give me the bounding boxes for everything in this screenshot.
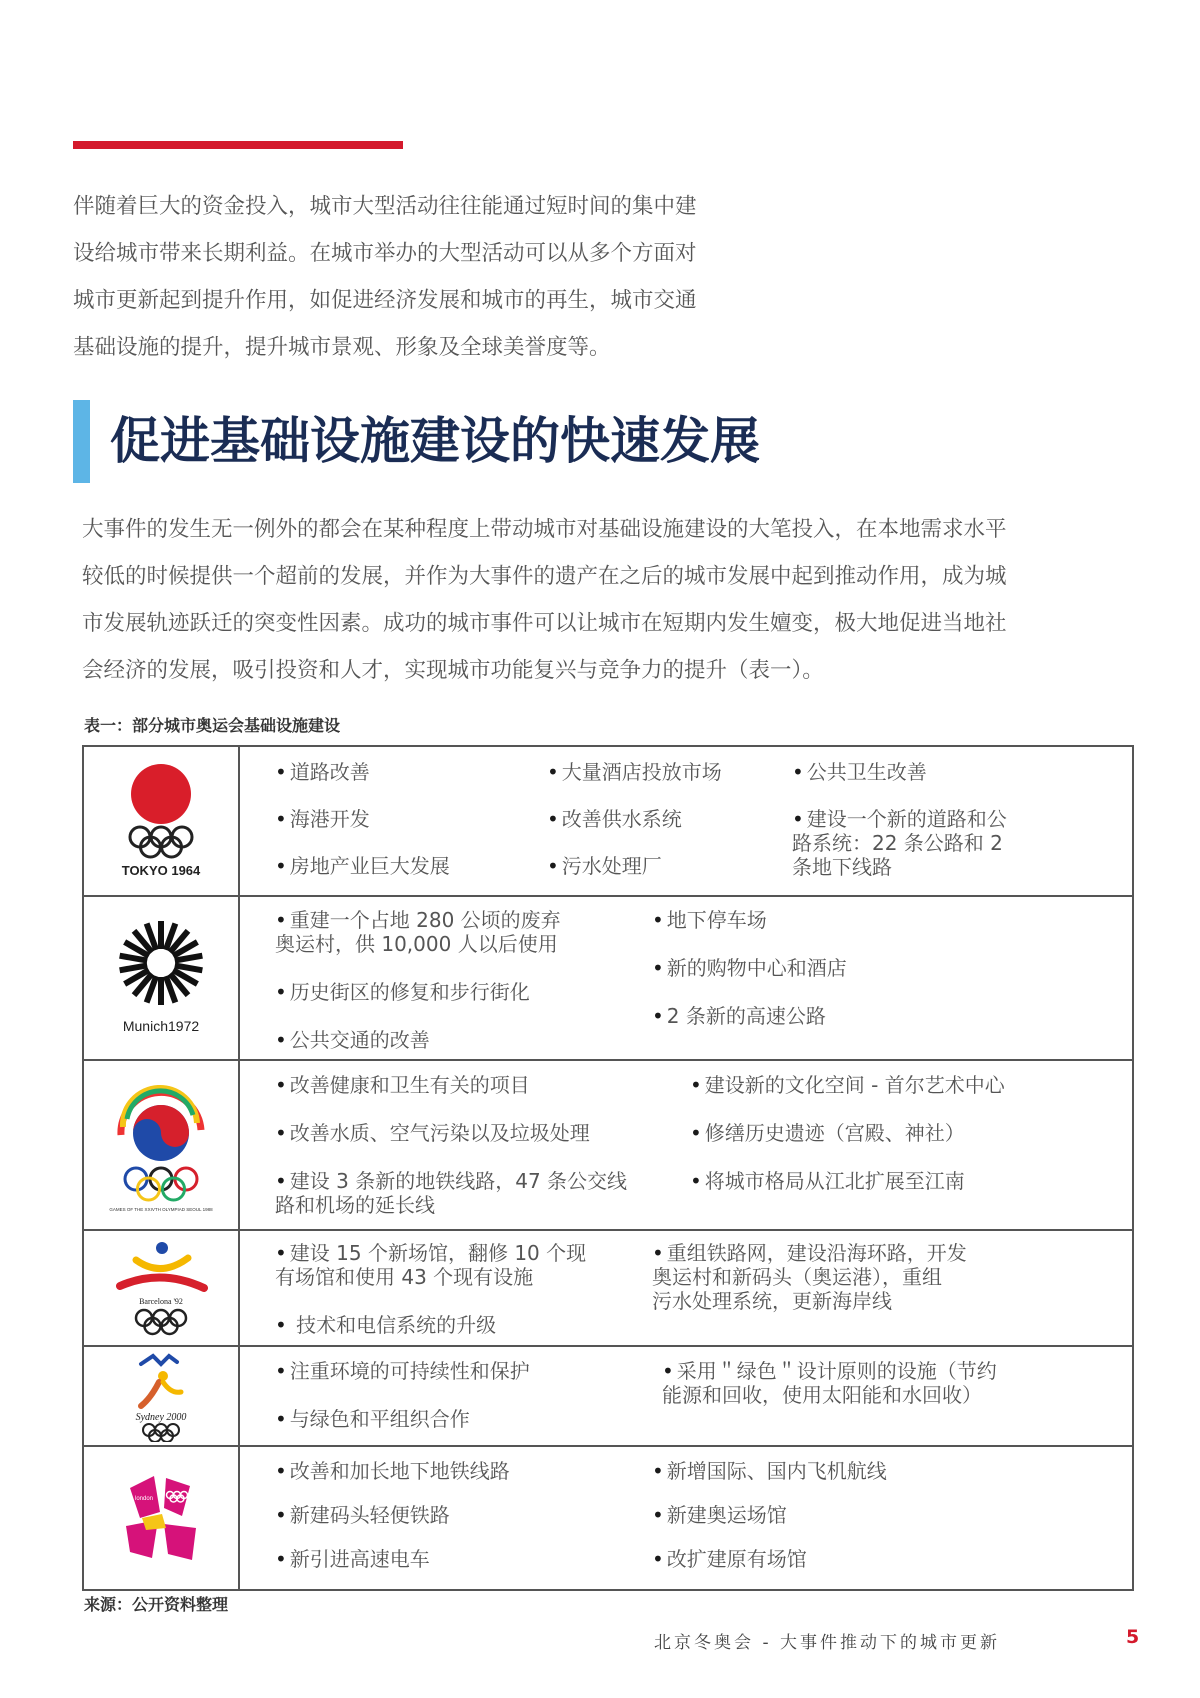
section-heading: 促进基础设施建设的快速发展 — [110, 412, 760, 470]
intro-paragraph — [73, 183, 793, 371]
list-item: • 注重环境的可持续性和保护 — [275, 1359, 530, 1383]
london-items — [240, 1447, 1132, 1589]
list-item: • 采用＂绿色＂设计原则的设施（节约 能源和回收，使用太阳能和水回收） — [662, 1359, 997, 1407]
list-item: • 与绿色和平组织合作 — [275, 1407, 470, 1431]
list-item: • 新引进高速电车 — [275, 1547, 430, 1571]
sydney-2000-logo — [84, 1347, 240, 1445]
list-item: • 改扩建原有场馆 — [652, 1547, 807, 1571]
tokyo-logo-text: TOKYO 1964 — [121, 863, 201, 878]
list-item: • 大量酒店投放市场 — [547, 760, 722, 784]
seoul-1988-logo-icon — [101, 1075, 221, 1215]
table-row-barcelona — [84, 1231, 1132, 1347]
munich-1972-logo — [84, 897, 240, 1059]
list-item: • 改善供水系统 — [547, 807, 682, 831]
list-item: • 房地产业巨大发展 — [275, 854, 450, 878]
list-item: • 建设 3 条新的地铁线路，47 条公交线 路和机场的延长线 — [275, 1169, 628, 1217]
list-item: • 建设新的文化空间 - 首尔艺术中心 — [690, 1073, 1005, 1097]
body-line: 较低的时候提供一个超前的发展，并作为大事件的遗产在之后的城市发展中起到推动作用，成为城 — [82, 564, 1007, 589]
page-number: 5 — [1126, 1626, 1140, 1648]
list-item: • 2 条新的高速公路 — [652, 1004, 826, 1028]
heading-accent-bar — [73, 400, 90, 483]
munich-1972-logo-icon — [101, 913, 221, 1043]
body-paragraph — [82, 506, 1142, 694]
tokyo-1964-logo — [84, 747, 240, 895]
list-item: • 建设 15 个新场馆，翻修 10 个现 有场馆和使用 43 个现有设施 — [275, 1241, 587, 1289]
list-item: • 历史街区的修复和步行街化 — [275, 980, 530, 1004]
list-item: • 将城市格局从江北扩展至江南 — [690, 1169, 965, 1193]
table-row-sydney — [84, 1347, 1132, 1447]
london-logo-text: london — [134, 1496, 154, 1502]
sydney-logo-text: Sydney 2000 — [135, 1412, 187, 1423]
table-caption: 表一：部分城市奥运会基础设施建设 — [84, 716, 341, 735]
list-item: • 重组铁路网，建设沿海环路，开发 奥运村和新码头（奥运港），重组 污水处理系统，更新海岸线 — [652, 1241, 967, 1313]
table-row-tokyo — [84, 747, 1132, 897]
list-item: • 公共交通的改善 — [275, 1028, 430, 1052]
seoul-items — [240, 1061, 1132, 1229]
body-line: 大事件的发生无一例外的都会在某种程度上带动城市对基础设施建设的大笔投入，在本地需求水平 — [82, 517, 1007, 542]
list-item: • 新增国际、国内飞机航线 — [652, 1459, 887, 1483]
sydney-items — [240, 1347, 1132, 1445]
barcelona-items — [240, 1231, 1132, 1345]
table-row-munich — [84, 897, 1132, 1061]
body-line: 会经济的发展，吸引投资和人才，实现城市功能复兴与竞争力的提升（表一）。 — [82, 658, 824, 683]
sydney-2000-logo-icon — [111, 1350, 211, 1442]
list-item: • 公共卫生改善 — [792, 760, 927, 784]
munich-items — [240, 897, 1132, 1059]
london-2012-logo-icon — [116, 1468, 206, 1568]
list-item: • 污水处理厂 — [547, 854, 662, 878]
tokyo-1964-logo-icon — [106, 761, 216, 881]
tokyo-items — [240, 747, 1132, 895]
list-item: • 改善水质、空气污染以及垃圾处理 — [275, 1121, 590, 1145]
list-item: • 新的购物中心和酒店 — [652, 956, 847, 980]
list-item: • 改善和加长地下地铁线路 — [275, 1459, 510, 1483]
barcelona-1992-logo-icon — [106, 1238, 216, 1338]
intro-line: 设给城市带来长期利益。在城市举办的大型活动可以从多个方面对 — [73, 241, 697, 266]
munich-logo-text: Munich1972 — [122, 1018, 200, 1034]
intro-line: 伴随着巨大的资金投入，城市大型活动往往能通过短时间的集中建 — [73, 194, 697, 219]
intro-line: 城市更新起到提升作用，如促进经济发展和城市的再生，城市交通 — [73, 288, 697, 313]
list-item: • 海港开发 — [275, 807, 370, 831]
body-line: 市发展轨迹跃迁的突变性因素。成功的城市事件可以让城市在短期内发生嬗变，极大地促进当地社 — [82, 611, 1007, 636]
page-footer-title: 北京冬奥会 - 大事件推动下的城市更新 — [654, 1633, 1000, 1653]
barcelona-logo-text: Barcelona '92 — [139, 1297, 183, 1306]
list-item: • 新建码头轻便铁路 — [275, 1503, 450, 1527]
list-item: • 新建奥运场馆 — [652, 1503, 787, 1527]
list-item: • 改善健康和卫生有关的项目 — [275, 1073, 530, 1097]
barcelona-1992-logo — [84, 1231, 240, 1345]
table-row-london — [84, 1447, 1132, 1589]
list-item: • 地下停车场 — [652, 908, 767, 932]
table-source: 来源：公开资料整理 — [84, 1595, 229, 1614]
table-row-seoul — [84, 1061, 1132, 1231]
seoul-logo-text: GAMES OF THE XXIVTH OLYMPIAD SEOUL 1988 — [109, 1207, 213, 1212]
list-item: • 修缮历史遗迹（宫殿、神社） — [690, 1121, 965, 1145]
olympic-infrastructure-table — [82, 745, 1134, 1591]
top-accent-bar — [73, 141, 403, 149]
list-item: • 技术和电信系统的升级 — [275, 1313, 497, 1337]
seoul-1988-logo — [84, 1061, 240, 1229]
london-2012-logo — [84, 1447, 240, 1589]
list-item: • 重建一个占地 280 公顷的废弃 奥运村，供 10,000 人以后使用 — [275, 908, 561, 956]
list-item: • 建设一个新的道路和公 路系统：22 条公路和 2 条地下线路 — [792, 807, 1007, 879]
list-item: • 道路改善 — [275, 760, 370, 784]
intro-line: 基础设施的提升，提升城市景观、形象及全球美誉度等。 — [73, 335, 611, 360]
